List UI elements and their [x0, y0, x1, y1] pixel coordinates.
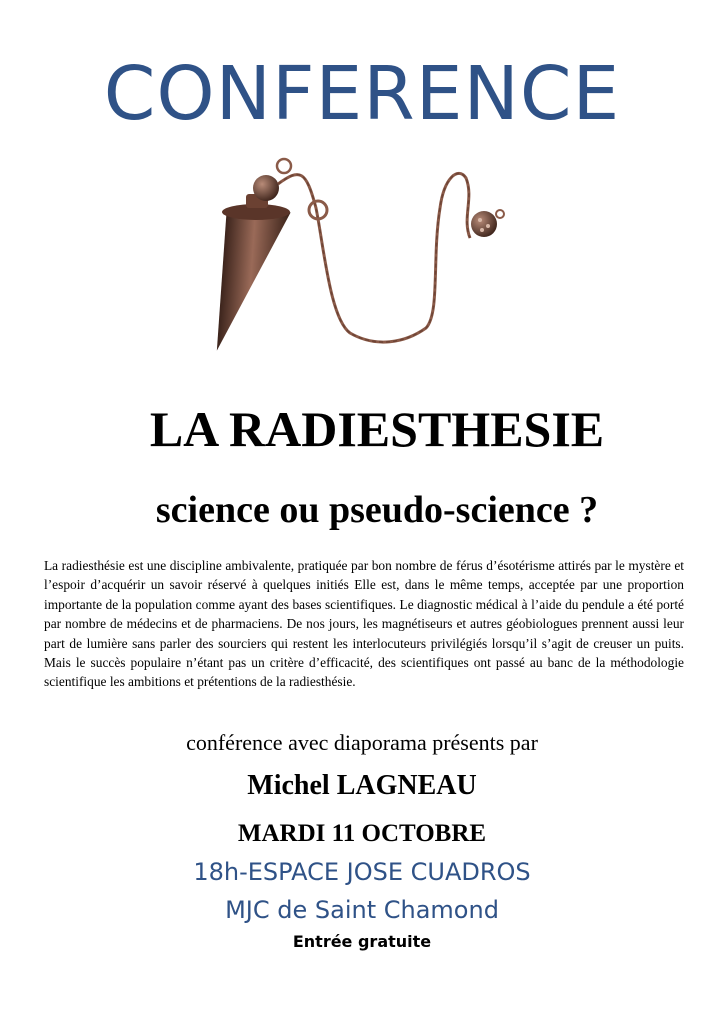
- page-title: CONFERENCE: [103, 51, 621, 137]
- event-date: MARDI 11 OCTOBRE: [237, 820, 487, 847]
- venue-location: MJC de Saint Chamond: [225, 896, 499, 924]
- description-paragraph: La radiesthésie est une discipline ambivalente, pratiquée par bon nombre de férus d’ésotérisme attirés par le mystère et l’espoir d’acquérir un savoir réservé à quelques initiés Elle est, dans le même temps, acceptée par une proportion importante de la population comme ayant des bases scientifiques. Le diagnostic médical à l’aide du pendule a été porté par nombre de médecins et de pharmaciens. De nos jours, les magnétiseurs et autres géobiologues prennent aussi leur part de lumière sans parler des sourciers qui restent les interlocuteurs privilégiés lorsqu’il s’agit de creuser un puits. Mais le succès populaire n’étant pas un critère d’efficacité, des scientifiques ont passé au banc de la méthodologie scientifique les ambitions et prétentions de la radiesthésie.: [44, 558, 684, 690]
- presented-by: conférence avec diaporama présents par: [186, 730, 538, 755]
- headline: LA RADIESTHESIE: [149, 401, 605, 457]
- subheadline: science ou pseudo-science ?: [155, 489, 599, 531]
- speaker-name: Michel LAGNEAU: [247, 770, 477, 801]
- venue-time: 18h-ESPACE JOSE CUADROS: [193, 858, 531, 886]
- entry-info: Entrée gratuite: [292, 932, 432, 951]
- pendulum-icon: [200, 148, 520, 360]
